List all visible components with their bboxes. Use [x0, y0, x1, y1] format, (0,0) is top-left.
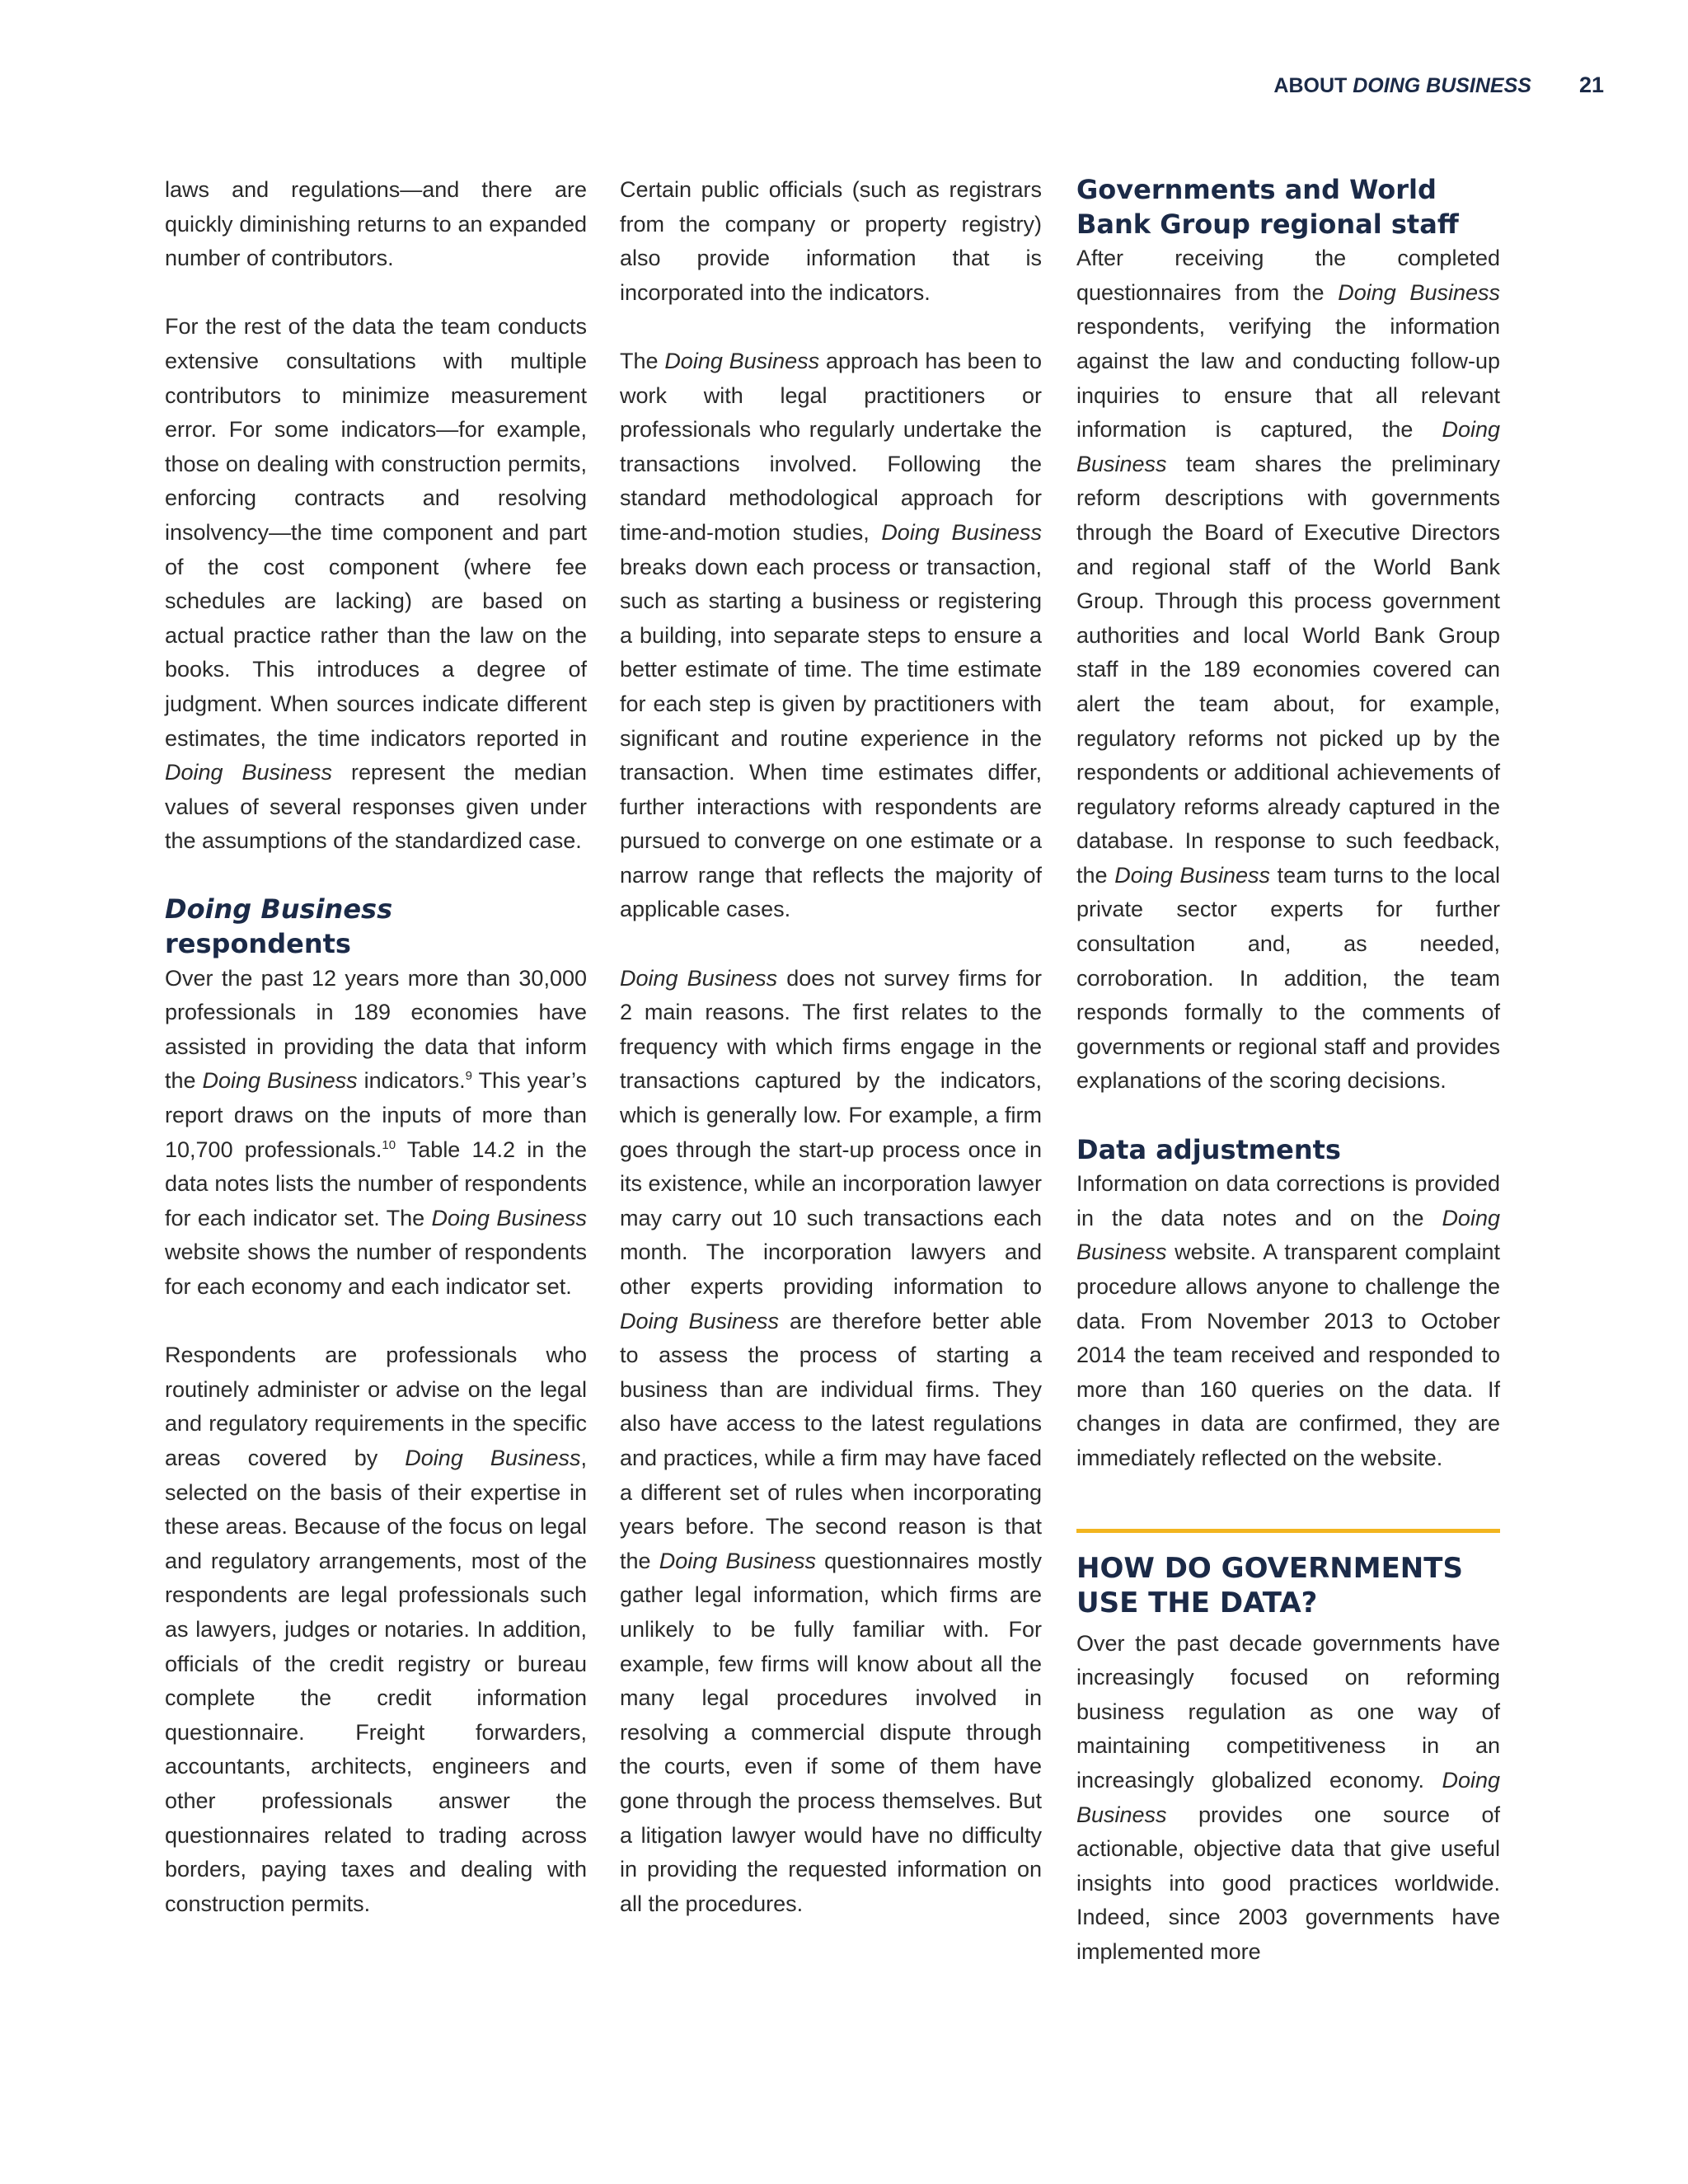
section-heading: Governments and World Bank Group regional staff — [1076, 174, 1459, 240]
running-head-title: ABOUT DOING BUSINESS — [1273, 74, 1531, 97]
paragraph: laws and regulations—and there are quickly diminishing returns to an expanded number of contributors. — [165, 177, 587, 271]
footnote-marker: 10 — [382, 1137, 396, 1152]
column-1 — [165, 173, 587, 1921]
paragraph: Certain public officials (such as registrars from the company or property registry) also provide information that is incorporated into the indicators. — [620, 177, 1042, 305]
section-heading: Data adjustments — [1076, 1133, 1341, 1165]
paragraph: For the rest of the data the team conducts extensive consultations with multiple contributors to minimize measurement error. For some indicators—for example, those on dealing with construction permits, enforcing contracts and resolving insolvency—the time component and part of the cost component (where fee schedules are lacking) are based on actual practice rather than the law on the books. This introduces a degree of judgment. When sources indicate different estimates, the time indicators reported in Doing Business represent the median values of several responses given under the assumptions of the standardized case. — [165, 314, 587, 854]
column-3 — [1076, 173, 1500, 1970]
footnote-marker: 9 — [465, 1069, 472, 1084]
paragraph: Over the past 12 years more than 30,000 professionals in 189 economies have assisted in providing the data that inform the Doing Business indicators.$^9$ This year’s report draws on the inputs of more than 10,700 professionals.$^{10}$ Table 14.2 in the data notes lists the number of respondents for each indicator set. The Doing Business website shows the number of respondents for each economy and each indicator set. — [165, 965, 588, 1299]
spacer — [1076, 1476, 1500, 1529]
paragraph: Over the past decade governments have increasingly focused on reforming business regulation as one way of maintaining competitiveness in an increasingly globalized economy. Doing Business provides one source of actionable, objective data that give useful insights into good practices worldwide. Indeed, since 2003 governments have implemented more — [1076, 1630, 1500, 1964]
column-2 — [620, 173, 1042, 1921]
page-number: 21 — [1578, 73, 1604, 97]
paragraph: After receiving the completed questionnaires from the Doing Business respondents, verifying the information against the law and conducting follow-up inquiries to ensure that all relevant information is captured, the Doing Business team shares the preliminary reform descriptions with governments through the Board of Executive Directors and regional staff of the World Bank Group. Through this process government authorities and local World Bank Group staff in the 189 economies covered can alert the team about, for example, regulatory reforms not picked up by the respondents or additional achievements of regulatory reforms already captured in the database. In response to such feedback, the Doing Business team turns to the local private sector experts for further consultation and, as needed, corroboration. In addition, the team responds formally to the comments of governments or regional staff and provides explanations of the scoring decisions. — [1076, 246, 1500, 1094]
section-divider — [1076, 1529, 1500, 1533]
running-head — [1273, 73, 1604, 105]
section-title: HOW DO GOVERNMENTS USE THE DATA? — [1076, 1551, 1463, 1619]
paragraph: Information on data corrections is provided in the data notes and on the Doing Business website. A transparent complaint procedure allows anyone to challenge the data. From November 2013 to October 2014 the team received and responded to more than 160 queries on the data. If changes in data are confirmed, they are immediately reflected on the website. — [1076, 1171, 1500, 1470]
paragraph: Respondents are professionals who routinely administer or advise on the legal and regulatory requirements in the specific areas covered by Doing Business, selected on the basis of their expertise in these areas. Because of the focus on legal and regulatory arrangements, most of the respondents are legal professionals such as lawyers, judges or notaries. In addition, officials of the credit registry or bureau complete the credit information questionnaire. Freight forwarders, accountants, architects, engineers and other professionals answer the questionnaires related to trading across borders, paying taxes and dealing with construction permits. — [165, 1343, 587, 1916]
section-heading: Doing Business respondents — [165, 893, 393, 960]
paragraph: The Doing Business approach has been to work with legal practitioners or professionals who regularly undertake the transactions involved. Following the standard methodological approach for time-and-motion studies, Doing Business breaks down each process or transaction, such as starting a business or registering a building, into separate steps to ensure a better estimate of time. The time estimate for each step is given by practitioners with significant and routine experience in the transaction. When time estimates differ, further interactions with respondents are pursued to converge on one estimate or a narrow range that reflects the majority of applicable cases. — [620, 348, 1042, 922]
paragraph: Doing Business does not survey firms for 2 main reasons. The first relates to the frequency with which firms engage in the transactions captured by the indicators, which is generally low. For example, a firm goes through the start-up process once in its existence, while an incorporation lawyer may carry out 10 such transactions each month. The incorporation lawyers and other experts providing information to Doing Business are therefore better able to assess the process of starting a business than are individual firms. They also have access to the latest regulations and practices, while a firm may have faced a different set of rules when incorporating years before. The second reason is that the Doing Business questionnaires mostly gather legal information, which firms are unlikely to be fully familiar with. For example, few firms will know about all the many legal procedures involved in resolving a commercial dispute through the courts, even if some of them have gone through the process themselves. But a litigation lawyer would have no difficulty in providing the requested information on all the procedures. — [620, 965, 1042, 1916]
